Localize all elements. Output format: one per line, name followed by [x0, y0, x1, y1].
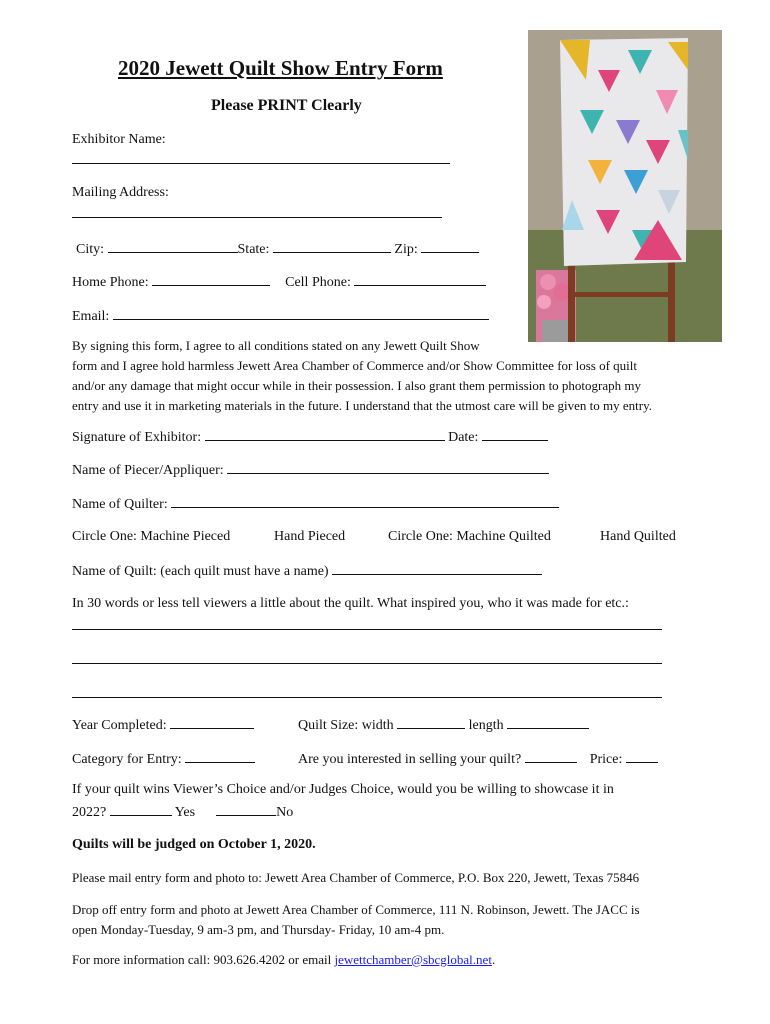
quilt-name-row	[72, 562, 542, 580]
city-label: City:	[76, 242, 105, 257]
length-label: length	[468, 718, 504, 733]
email-label: Email:	[72, 309, 110, 324]
showcase-no-field[interactable]	[216, 803, 276, 816]
showcase-question: If your quilt wins Viewer’s Choice and/or Judges Choice, would you be willing to showcase it in	[72, 782, 614, 797]
period: .	[491, 952, 496, 967]
quilt-name-field[interactable]	[332, 562, 542, 575]
zip-label: Zip:	[394, 242, 418, 257]
dropoff-line: open Monday-Tuesday, 9 am-3 pm, and Thursday- Friday, 10 am-4 pm.	[72, 922, 445, 937]
form-title: 2020 Jewett Quilt Show Entry Form	[118, 56, 443, 80]
dropoff-instructions	[72, 900, 712, 940]
price-field[interactable]	[626, 750, 658, 763]
quilt-width-field[interactable]	[397, 716, 465, 729]
description-line-1[interactable]	[72, 629, 662, 630]
showcase-year: 2022?	[72, 805, 107, 820]
machine-quilted-option[interactable]: Machine Quilted	[456, 529, 551, 544]
agreement-line: form and I agree hold harmless Jewett Area Chamber of Commerce and/or Show Committee for loss of quilt	[72, 358, 637, 373]
agreement-line: entry and use it in marketing materials in the future. I understand that the utmost care will be given to my entry.	[72, 398, 653, 413]
city-field[interactable]	[108, 240, 238, 253]
selling-field[interactable]	[525, 750, 577, 763]
description-line-3[interactable]	[72, 697, 662, 698]
city-state-zip-row	[76, 240, 479, 258]
cell-phone-field[interactable]	[354, 273, 486, 286]
mail-instructions: Please mail entry form and photo to: Jewett Area Chamber of Commerce, P.O. Box 220, Jewett, Texas 75846	[72, 870, 640, 885]
piecer-field[interactable]	[227, 461, 549, 474]
cell-phone-label: Cell Phone:	[285, 275, 351, 290]
hand-quilted-option[interactable]: Hand Quilted	[600, 529, 676, 544]
circle-one-quilting	[388, 529, 551, 545]
agreement-text	[72, 336, 712, 416]
category-field[interactable]	[185, 750, 255, 763]
description-prompt: In 30 words or less tell viewers a little about the quilt. What inspired you, who it was made for etc.:	[72, 596, 629, 611]
contact-text: For more information call: 903.626.4202 or email	[72, 952, 332, 967]
email-field[interactable]	[113, 307, 489, 320]
quilter-field[interactable]	[171, 495, 559, 508]
email-row	[72, 307, 489, 325]
signature-label: Signature of Exhibitor:	[72, 430, 202, 445]
exhibitor-name-field[interactable]	[72, 163, 450, 164]
quilter-label: Name of Quilter:	[72, 497, 168, 512]
quilt-size-width-label: Quilt Size: width	[298, 718, 394, 733]
showcase-answer-row	[72, 803, 293, 821]
quilt-size-row	[298, 716, 589, 734]
circle-one-label: Circle One:	[388, 529, 453, 544]
quilter-row	[72, 495, 559, 513]
circle-one-label: Circle One:	[72, 529, 137, 544]
contact-info	[72, 952, 495, 968]
selling-label: Are you interested in selling your quilt?	[298, 752, 522, 767]
state-label: State:	[237, 242, 270, 257]
email-link[interactable]: jewettchamber@sbcglobal.net	[334, 952, 492, 967]
date-field[interactable]	[482, 428, 548, 441]
form-subtitle: Please PRINT Clearly	[211, 97, 362, 114]
signature-row	[72, 428, 548, 446]
mailing-address-label: Mailing Address:	[72, 185, 169, 200]
quilt-length-field[interactable]	[507, 716, 589, 729]
zip-field[interactable]	[421, 240, 479, 253]
machine-pieced-option[interactable]: Machine Pieced	[140, 529, 231, 544]
description-line-2[interactable]	[72, 663, 662, 664]
no-label: No	[276, 805, 294, 820]
exhibitor-name-label: Exhibitor Name:	[72, 132, 166, 147]
dropoff-line: Drop off entry form and photo at Jewett Area Chamber of Commerce, 111 N. Robinson, Jewett. The JACC is	[72, 902, 640, 917]
agreement-line: By signing this form, I agree to all conditions stated on any Jewett Quilt Show	[72, 338, 480, 353]
mailing-address-field[interactable]	[72, 217, 442, 218]
selling-row	[298, 750, 658, 768]
year-completed-label: Year Completed:	[72, 718, 167, 733]
quilt-name-label: Name of Quilt: (each quilt must have a name)	[72, 564, 329, 579]
piecer-label: Name of Piecer/Appliquer:	[72, 463, 224, 478]
judging-date: Quilts will be judged on October 1, 2020.	[72, 837, 316, 852]
showcase-yes-field[interactable]	[110, 803, 172, 816]
year-completed-row	[72, 716, 254, 734]
phone-row	[72, 273, 486, 291]
category-row	[72, 750, 255, 768]
date-label: Date:	[448, 430, 479, 445]
category-label: Category for Entry:	[72, 752, 182, 767]
quilt-photo	[528, 30, 722, 342]
agreement-line: and/or any damage that might occur while in their possession. I also grant them permission to photograph my	[72, 378, 641, 393]
piecer-row	[72, 461, 549, 479]
home-phone-label: Home Phone:	[72, 275, 149, 290]
hand-pieced-option[interactable]: Hand Pieced	[274, 529, 346, 544]
state-field[interactable]	[273, 240, 391, 253]
yes-label: Yes	[174, 805, 196, 820]
signature-field[interactable]	[205, 428, 445, 441]
price-label: Price:	[589, 752, 623, 767]
home-phone-field[interactable]	[152, 273, 270, 286]
year-completed-field[interactable]	[170, 716, 254, 729]
circle-one-piecing	[72, 529, 230, 545]
